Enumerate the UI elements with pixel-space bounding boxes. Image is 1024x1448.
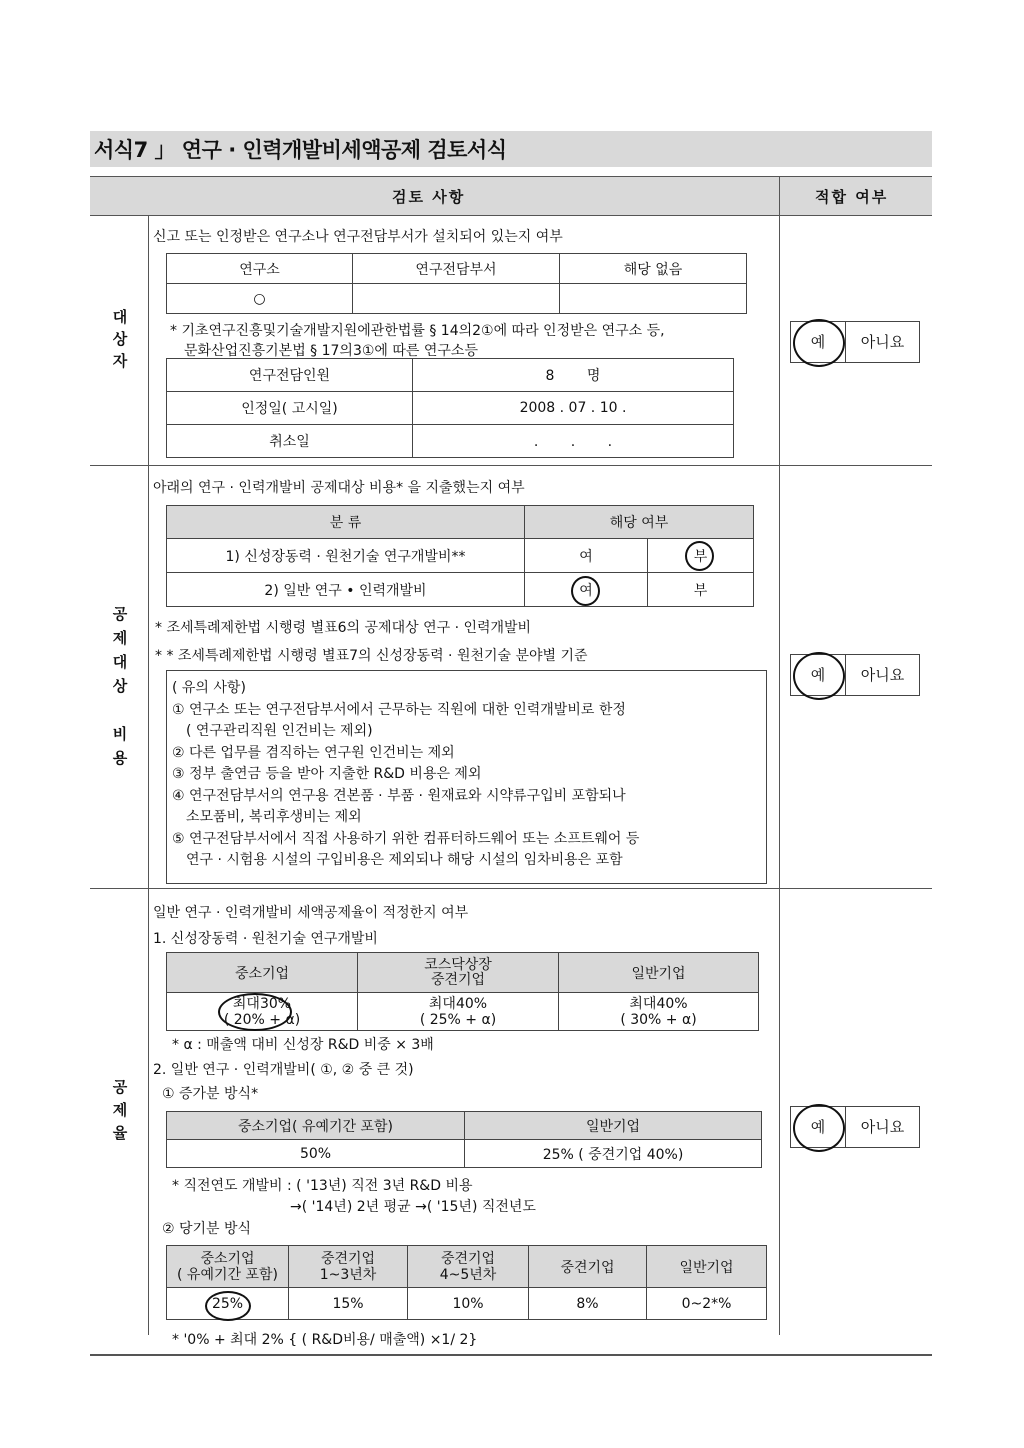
mid-rate: 8%	[529, 1288, 647, 1320]
selected-circle	[793, 319, 845, 367]
current-method: ② 당기분 방식	[162, 1221, 252, 1237]
rate-max: 최대40%	[428, 995, 488, 1012]
prev-year-note-1: * 직전연도 개발비 : ( '13년) 직전 3년 R&D 비용	[172, 1178, 473, 1194]
section-label-deduction-rate	[92, 1076, 148, 1145]
label-char: 제	[112, 1101, 128, 1119]
label-char: 대	[112, 308, 128, 326]
general-header: 일반기업	[559, 953, 759, 993]
lab-value: ○	[167, 284, 353, 314]
section1-note-1: * 기초연구진흥및기술개발지원에관한법률 § 14의2①에 따라 인정받은 연구소 등,	[170, 323, 665, 339]
cost-type-table	[166, 505, 754, 607]
selected-circle	[685, 541, 714, 571]
kosdaq-rate	[358, 993, 559, 1031]
label-char: 제	[112, 629, 128, 647]
sme-header: 중소기업	[167, 953, 358, 993]
section3-answer[interactable]	[790, 1106, 920, 1148]
fitness-header: 적합 여부	[815, 188, 889, 206]
section2-question: 아래의 연구 · 인력개발비 공제대상 비용* 을 지출했는지 여부	[153, 480, 525, 496]
section-divider-2	[90, 888, 932, 889]
rate-formula: ( 30% + α)	[620, 1011, 697, 1028]
table-header	[90, 176, 932, 216]
no-option[interactable]: 아니요	[860, 1118, 905, 1136]
label-char: 자	[112, 352, 128, 370]
applicable-header: 해당 여부	[525, 506, 754, 539]
review-items-header: 검토 사항	[392, 188, 466, 206]
sme-grace-rate: 25%	[167, 1288, 289, 1320]
form-title: 서식7 」 연구 · 인력개발비세액공제 검토서식	[94, 138, 507, 162]
cost-row-yes: 여	[525, 573, 648, 607]
answer-column-divider	[779, 215, 780, 1335]
info-label: 인정일( 고시일)	[167, 392, 413, 425]
section2-answer[interactable]	[790, 654, 920, 696]
note-line: ② 다른 업무를 겸직하는 연구원 인건비는 제외	[172, 744, 455, 761]
info-label: 연구전담인원	[167, 359, 413, 392]
note-line: ④ 연구전담부서의 연구용 견본품 · 부품 · 원재료와 시약류구입비 포함되나	[172, 787, 626, 804]
selected-circle	[205, 1291, 251, 1321]
mid-1-3-rate: 15%	[289, 1288, 408, 1320]
current-rate-table	[166, 1245, 767, 1320]
alpha-note: * α : 매출액 대비 신성장 R&D 비중 × 3배	[172, 1037, 434, 1053]
general-rate: 25% ( 중견기업 40%)	[465, 1140, 762, 1168]
cost-row-no: 부	[648, 539, 754, 573]
dept-value	[353, 284, 560, 314]
cost-row-no: 부	[648, 573, 754, 607]
section3-sub2: 2. 일반 연구 · 인력개발비( ①, ② 중 큰 것)	[153, 1062, 414, 1078]
no-option[interactable]: 아니요	[860, 666, 905, 684]
section3-question: 일반 연구 · 인력개발비 세액공제율이 적정한지 여부	[153, 905, 469, 921]
lab-header: 연구소	[167, 254, 353, 284]
cost-row-yes: 여	[525, 539, 648, 573]
selected-circle	[793, 1104, 845, 1152]
label-spacer	[92, 698, 148, 722]
table-bottom-line	[90, 1354, 932, 1356]
note-line: 연구 · 시험용 시설의 구입비용은 제외되나 해당 시설의 임차비용은 포함	[172, 852, 623, 868]
mid-4-5-rate: 10%	[408, 1288, 529, 1320]
label-char: 율	[112, 1124, 128, 1142]
yes-option[interactable]: 예	[791, 322, 846, 362]
cost-footnote-2: * * 조세특례제한법 시행령 별표7의 신성장동력 · 원천기술 분야별 기준	[155, 648, 588, 664]
yes-option[interactable]: 예	[791, 1107, 846, 1147]
general-rate	[559, 993, 759, 1031]
rate-max: 최대30%	[232, 995, 292, 1012]
label-char: 대	[112, 653, 128, 671]
label-char: 상	[112, 677, 128, 695]
sme-grace-rate: 50%	[167, 1140, 465, 1168]
kosdaq-header: 코스닥상장 중견기업	[358, 953, 559, 993]
info-value: 2008 . 07 . 10 .	[413, 392, 734, 425]
mid-1-3-header: 중견기업 1~3년차	[289, 1246, 408, 1288]
notes-list	[172, 678, 639, 872]
mid-header: 중견기업	[529, 1246, 647, 1288]
increment-method: ① 증가분 방식*	[162, 1086, 259, 1102]
label-column-divider	[148, 215, 149, 1335]
selected-circle	[218, 993, 292, 1031]
header-divider	[779, 176, 780, 216]
no-option[interactable]: 아니요	[860, 333, 905, 351]
selected-circle	[571, 576, 600, 606]
rate-max: 최대40%	[629, 995, 688, 1012]
general-header: 일반기업	[465, 1112, 762, 1140]
label-char: 상	[112, 330, 128, 348]
note-line: ⑤ 연구전담부서에서 직접 사용하기 위한 컴퓨터하드웨어 또는 소프트웨어 등	[172, 830, 640, 847]
label-char: 용	[112, 749, 128, 767]
lab-info-table	[166, 358, 734, 458]
note-line: 소모품비, 복리후생비는 제외	[172, 809, 362, 825]
sme-grace-header: 중소기업( 유예기간 포함)	[167, 1112, 465, 1140]
section1-note-2: 문화산업진흥기본법 § 17의3①에 따른 연구소등	[184, 343, 478, 359]
rate-formula: ( 20% + α)	[223, 1011, 301, 1028]
rate-formula: ( 25% + α)	[419, 1011, 497, 1028]
note-line: ③ 정부 출연금 등을 받아 지출한 R&D 비용은 제외	[172, 766, 482, 782]
yes-option[interactable]: 예	[791, 655, 846, 695]
dept-header: 연구전담부서	[353, 254, 560, 284]
info-value: 8 명	[413, 359, 734, 392]
selected-circle	[793, 652, 845, 700]
general-header: 일반기업	[647, 1246, 767, 1288]
note-line: ① 연구소 또는 연구전담부서에서 근무하는 직원에 대한 인력개발비로 한정	[172, 701, 626, 718]
section1-answer[interactable]	[790, 321, 920, 363]
category-header: 분 류	[167, 506, 525, 539]
sme-grace-header: 중소기업 ( 유예기간 포함)	[167, 1246, 289, 1288]
none-header: 해당 없음	[560, 254, 747, 284]
increment-rate-table	[166, 1111, 762, 1168]
label-char: 공	[112, 1078, 128, 1096]
section-label-target	[92, 306, 148, 372]
info-value: . . .	[413, 425, 734, 458]
cost-footnote-1: * 조세특례제한법 시행령 별표6의 공제대상 연구 · 인력개발비	[155, 620, 532, 636]
section-label-deductible-cost	[92, 602, 148, 770]
mid-4-5-header: 중견기업 4~5년차	[408, 1246, 529, 1288]
cost-row-name: 1) 신성장동력 · 원천기술 연구개발비**	[167, 539, 525, 573]
section-divider-1	[90, 465, 932, 466]
section1-question: 신고 또는 인정받은 연구소나 연구전담부서가 설치되어 있는지 여부	[153, 229, 563, 245]
info-label: 취소일	[167, 425, 413, 458]
lab-type-table	[166, 253, 747, 314]
notes-title: ( 유의 사항)	[172, 680, 246, 696]
note-line: ( 연구관리직원 인건비는 제외)	[172, 723, 373, 739]
final-note: * '0% + 최대 2% { ( R&D비용/ 매출액) ×1/ 2}	[172, 1332, 478, 1348]
label-char: 비	[112, 725, 128, 743]
section3-sub1: 1. 신성장동력 · 원천기술 연구개발비	[153, 931, 378, 947]
prev-year-note-2: →( '14년) 2년 평균 →( '15년) 직전년도	[290, 1199, 536, 1215]
none-value	[560, 284, 747, 314]
label-char: 공	[112, 605, 128, 623]
cost-row-name: 2) 일반 연구 • 인력개발비	[167, 573, 525, 607]
general-rate: 0~2*%	[647, 1288, 767, 1320]
